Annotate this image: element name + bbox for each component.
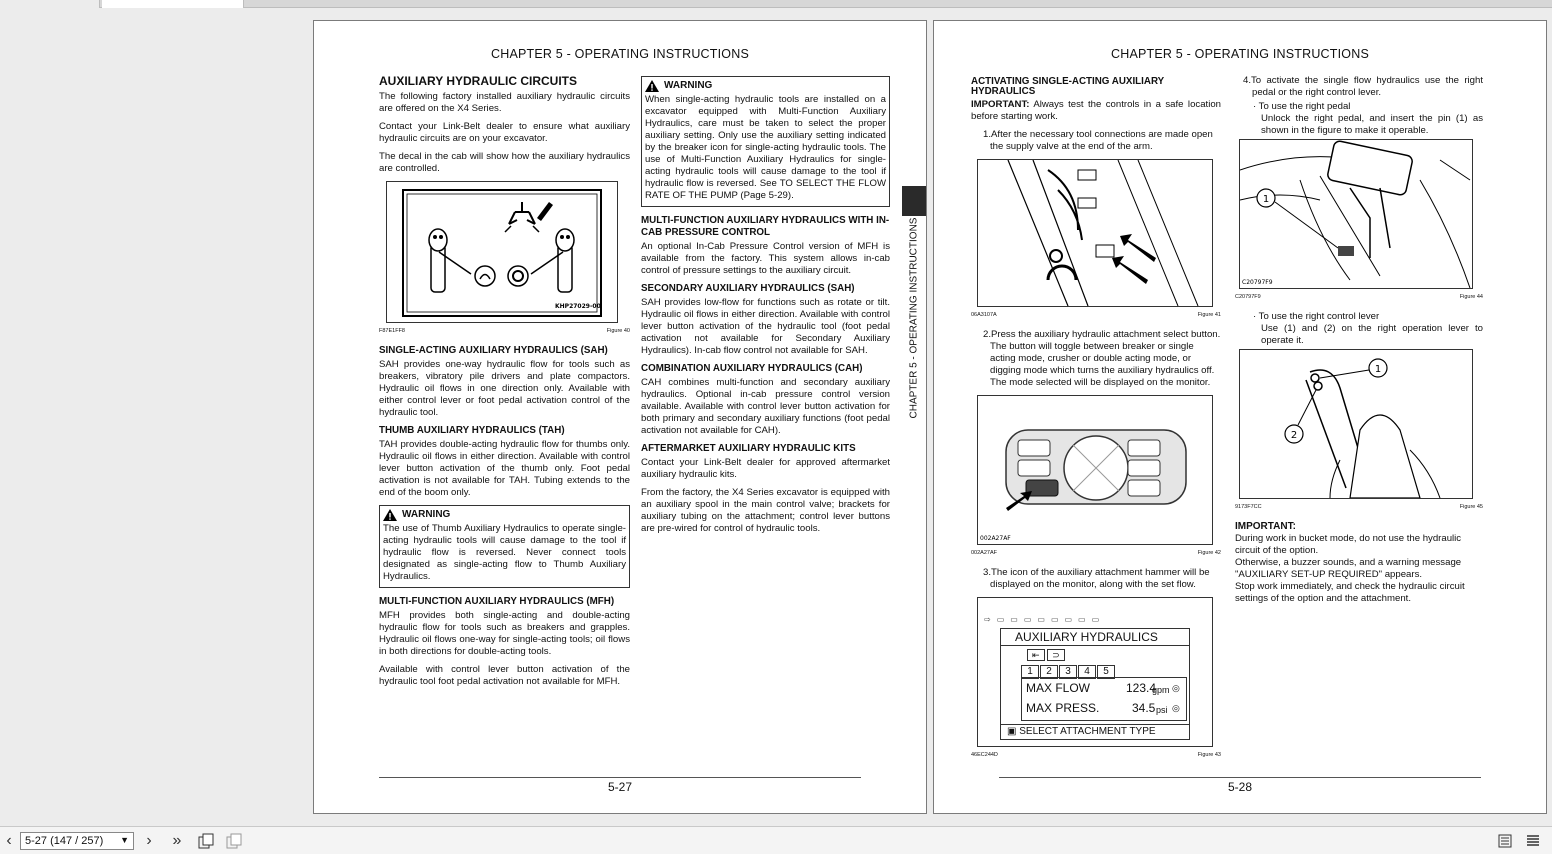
paragraph: MFH provides both single-acting and double-acting hydraulic flow for tools such as breakers and grapples. Hydraulic oil flows one-way for single-acting tools; oil flows in both directions for double-acting tools. (379, 610, 630, 657)
document-view-icon[interactable] (1496, 833, 1514, 849)
tab-strip (0, 0, 1552, 8)
paste-page-icon[interactable] (225, 833, 243, 849)
mfh-pressure-heading: MULTI-FUNCTION AUXILIARY HYDRAULICS WITH IN-CAB PRESSURE CONTROL (641, 215, 890, 238)
chevron-right-icon[interactable]: › (146, 832, 152, 849)
max-flow-value: 123.4 (1126, 681, 1157, 695)
chapter-tab-marker (902, 186, 926, 216)
tab-active[interactable] (102, 0, 244, 8)
sah-heading: SINGLE-ACTING AUXILIARY HYDRAULICS (SAH) (379, 345, 608, 356)
valve-illustration (978, 160, 1212, 306)
figure-41-caption: 06A3107A Figure 41 (971, 312, 1221, 318)
bullet-lever-title: · To use the right control lever (1253, 311, 1380, 322)
navigation-toolbar (0, 826, 1552, 854)
tah-heading: THUMB AUXILIARY HYDRAULICS (TAH) (379, 425, 565, 436)
rabbit-icon: ◎ (1172, 703, 1180, 713)
chapter-header: CHAPTER 5 - OPERATING INSTRUCTIONS (491, 47, 749, 61)
monitor-footer (1001, 724, 1189, 739)
double-chevron-right-icon[interactable]: » (172, 832, 182, 849)
secondary-heading: SECONDARY AUXILIARY HYDRAULICS (SAH) (641, 283, 855, 294)
monitor-screen (1000, 628, 1190, 740)
mode-tab-breaker-icon[interactable]: ⇤ (1027, 649, 1045, 661)
section-title: AUXILIARY HYDRAULIC CIRCUITS (379, 74, 578, 88)
warning-box-thumb (379, 505, 630, 588)
bullet-pedal-text: Unlock the right pedal, and insert the pin (1) as shown in the figure to make it operable. (1261, 113, 1483, 136)
right-column-1 (971, 75, 1221, 769)
chapter-side-label: CHAPTER 5 - OPERATING INSTRUCTIONS (908, 217, 920, 419)
document-viewer[interactable] (0, 8, 1552, 826)
figure-42-switch-panel (977, 395, 1213, 545)
paragraph: SAH provides low-flow for functions such as rotate or tilt. Hydraulic oil flows in either direction. Available with control lever button activation of the hydraulic tool (foot pedal activation not available for Secondary Auxiliary Hydraulics). In-cab flow control not available for SAH. (641, 297, 890, 356)
tab-3[interactable]: 3 (1059, 665, 1077, 679)
figure-41-valve (977, 159, 1213, 307)
max-press-label: MAX PRESS. (1026, 701, 1100, 715)
dropdown-arrow-icon[interactable]: ▼ (120, 835, 129, 845)
page-5-28 (933, 20, 1547, 814)
figure-43-caption: 46EC244D Figure 43 (971, 752, 1221, 758)
important-note: IMPORTANT: Always test the controls in a safe location before starting work. (971, 99, 1221, 122)
figure-inner-code: 002A27AF (980, 535, 1011, 542)
important-block (1235, 521, 1483, 605)
step-2: 2.Press the auxiliary hydraulic attachment select button. The button will toggle between breaker or single acting mode, crusher or double acting mode, or digging mode which turns the auxiliary hydraulics off. The mode selected will be displayed on the monitor. (983, 329, 1221, 388)
section-title: ACTIVATING SINGLE-ACTING AUXILIARY HYDRAULICS (971, 76, 1165, 97)
warning-title: WARNING (664, 80, 713, 91)
mfh-heading: MULTI-FUNCTION AUXILIARY HYDRAULICS (MFH) (379, 596, 615, 607)
switch-panel-illustration (978, 396, 1212, 544)
page-number: 5-28 (1227, 780, 1253, 794)
mode-tabs (1027, 649, 1065, 661)
figure-43-monitor (977, 597, 1213, 747)
menu-list-icon[interactable] (1524, 833, 1542, 849)
figure-44-pedal (1239, 139, 1473, 289)
figure-inner-code: C20797F9 (1242, 279, 1273, 286)
paragraph: SAH provides one-way hydraulic flow for tools such as breakers, vibratory pile drivers and plate compactors. Hydraulic oil flows in one direction only. Available with either control lever or foot pedal activation control of the hydraulic tool. (379, 359, 630, 418)
warning-text: When single-acting hydraulic tools are installed on a excavator equipped with Multi-Function Auxiliary Hydraulics, care must be taken to select the proper auxiliary setting. Only use the auxiliary setting indicated by the breaker icon for single-acting hydraulic tools. The use of Multi-Function Auxiliary Hydraulics for single-acting hydraulic tools will cause damage to the tool if hydraulic flow is reversed. See TO SELECT THE FLOW RATE OF THE PUMP (Page 5-29). (645, 94, 886, 201)
bullet-pedal-title: · To use the right pedal (1253, 101, 1351, 112)
callout-2: 2 (1290, 430, 1298, 441)
figure-40-decal (386, 181, 618, 323)
callout-1: 1 (1262, 194, 1270, 205)
rabbit-icon: ◎ (1172, 683, 1180, 693)
max-press-unit: psi (1156, 705, 1168, 715)
callout-1: 1 (1374, 364, 1382, 375)
figure-label: Figure 40 (606, 328, 630, 334)
paragraph: Available with control lever button activation of the hydraulic tool foot pedal activation not available for MFH. (379, 664, 630, 687)
important-line: Otherwise, a buzzer sounds, and a warning message "AUXILIARY SET-UP REQUIRED" appears. (1235, 557, 1462, 580)
bullet-lever-text: Use (1) and (2) on the right operation lever to operate it. (1261, 323, 1483, 346)
chevron-left-icon[interactable]: ‹ (6, 832, 12, 849)
warning-triangle-icon (645, 80, 659, 92)
paragraph: TAH provides double-acting hydraulic flow for thumbs only. Hydraulic oil flows in either direction. Available with control lever button activation of the thumb only. Foot pedal activation is not available for TAH. Tubing extends to the end of the boom only. (379, 439, 630, 498)
mode-tab-crusher-icon[interactable]: ⊃ (1047, 649, 1065, 661)
paragraph: The following factory installed auxiliary hydraulic circuits are offered on the X4 Series. (379, 91, 630, 114)
paragraph: CAH combines multi-function and secondary auxiliary hydraulics. Optional in-cab pressure control version available. Available with control lever button activation for both primary and secondary auxiliary functions (foot pedal activation not available for CAH). (641, 377, 890, 436)
paragraph: An optional In-Cab Pressure Control version of MFH is available from the factory. This system allows in-cab control of pressure settings to the auxiliary circuit. (641, 241, 890, 276)
important-line: Stop work immediately, and check the hydraulic circuit settings of the option and the attachment. (1235, 581, 1465, 604)
aftermarket-heading: AFTERMARKET AUXILIARY HYDRAULIC KITS (641, 443, 856, 454)
chapter-header: CHAPTER 5 - OPERATING INSTRUCTIONS (1111, 47, 1369, 61)
cah-heading: COMBINATION AUXILIARY HYDRAULICS (CAH) (641, 363, 863, 374)
paragraph: Contact your Link-Belt dealer to ensure what auxiliary hydraulic circuits are on your excavator. (379, 121, 630, 144)
warning-box-mfh (641, 76, 890, 207)
important-line: During work in bucket mode, do not use the hydraulic circuit of the option. (1235, 533, 1462, 556)
left-column-1 (379, 75, 630, 694)
paragraph: Contact your Link-Belt dealer for approved aftermarket auxiliary hydraulic kits. (641, 457, 890, 480)
select-attachment-label[interactable]: SELECT ATTACHMENT TYPE (1019, 726, 1156, 737)
monitor-header: AUXILIARY HYDRAULICS (1001, 629, 1189, 646)
flow-panel (1021, 677, 1187, 721)
tab-previous[interactable] (0, 0, 100, 8)
max-press-value: 34.5 (1132, 701, 1156, 715)
step-3: 3.The icon of the auxiliary attachment hammer will be displayed on the monitor, along with the set flow. (983, 567, 1210, 590)
figure-code: F87E1FF8 (379, 328, 405, 334)
page-5-27 (313, 20, 927, 814)
paragraph: From the factory, the X4 Series excavator is equipped with an auxiliary spool in the main control valve; brackets for auxiliary tubing on the attachment; control lever buttons are pre-wired for control of hydraulic tools. (641, 487, 890, 534)
decal-illustration (387, 182, 617, 322)
decal-code: KHP27029-00 (555, 303, 601, 310)
figure-40-caption (379, 325, 630, 337)
figure-42-caption: 002A27AF Figure 42 (971, 550, 1221, 556)
footer-rule (379, 777, 861, 778)
tab-1[interactable]: 1 (1021, 665, 1039, 679)
footer-rule (999, 777, 1481, 778)
pedal-illustration (1240, 140, 1472, 288)
max-flow-unit: gpm (1152, 685, 1170, 695)
step-4: 4.To activate the single flow hydraulics use the right pedal or the right control lever. (1243, 75, 1483, 98)
warning-title: WARNING (402, 509, 451, 520)
figure-45-lever (1239, 349, 1473, 499)
right-column-2 (1235, 75, 1483, 605)
paragraph: The decal in the cab will show how the auxiliary hydraulics are controlled. (379, 151, 630, 174)
tab-5[interactable]: 5 (1097, 665, 1115, 679)
steps-list (971, 129, 1221, 153)
monitor-icon-row: ⇨▭▭▭▭▭▭▭▭ (984, 615, 1106, 624)
step-1: 1.After the necessary tool connections are made open the supply valve at the end of the arm. (983, 129, 1213, 152)
figure-44-caption: C20797F9 Figure 44 (1235, 294, 1483, 300)
page-number: 5-27 (607, 780, 633, 794)
book-icon: ▣ (1007, 726, 1017, 737)
warning-text: The use of Thumb Auxiliary Hydraulics to operate single-acting hydraulic tools will cause damage to the tool if hydraulic flow is reversed. Never connect tools designated as single-acting flow to Thumb Auxiliary Hydraulics. (383, 523, 626, 582)
copy-page-icon[interactable] (197, 833, 215, 849)
important-label: IMPORTANT: (1235, 521, 1296, 532)
max-flow-label: MAX FLOW (1026, 681, 1091, 695)
warning-triangle-icon (383, 509, 397, 521)
figure-45-caption: 9173F7CC Figure 45 (1235, 504, 1483, 510)
page-number-input[interactable]: 5-27 (147 / 257) ▼ (20, 832, 134, 850)
tab-4[interactable]: 4 (1078, 665, 1096, 679)
left-column-2 (641, 76, 890, 541)
tab-2[interactable]: 2 (1040, 665, 1058, 679)
lever-illustration (1240, 350, 1472, 498)
